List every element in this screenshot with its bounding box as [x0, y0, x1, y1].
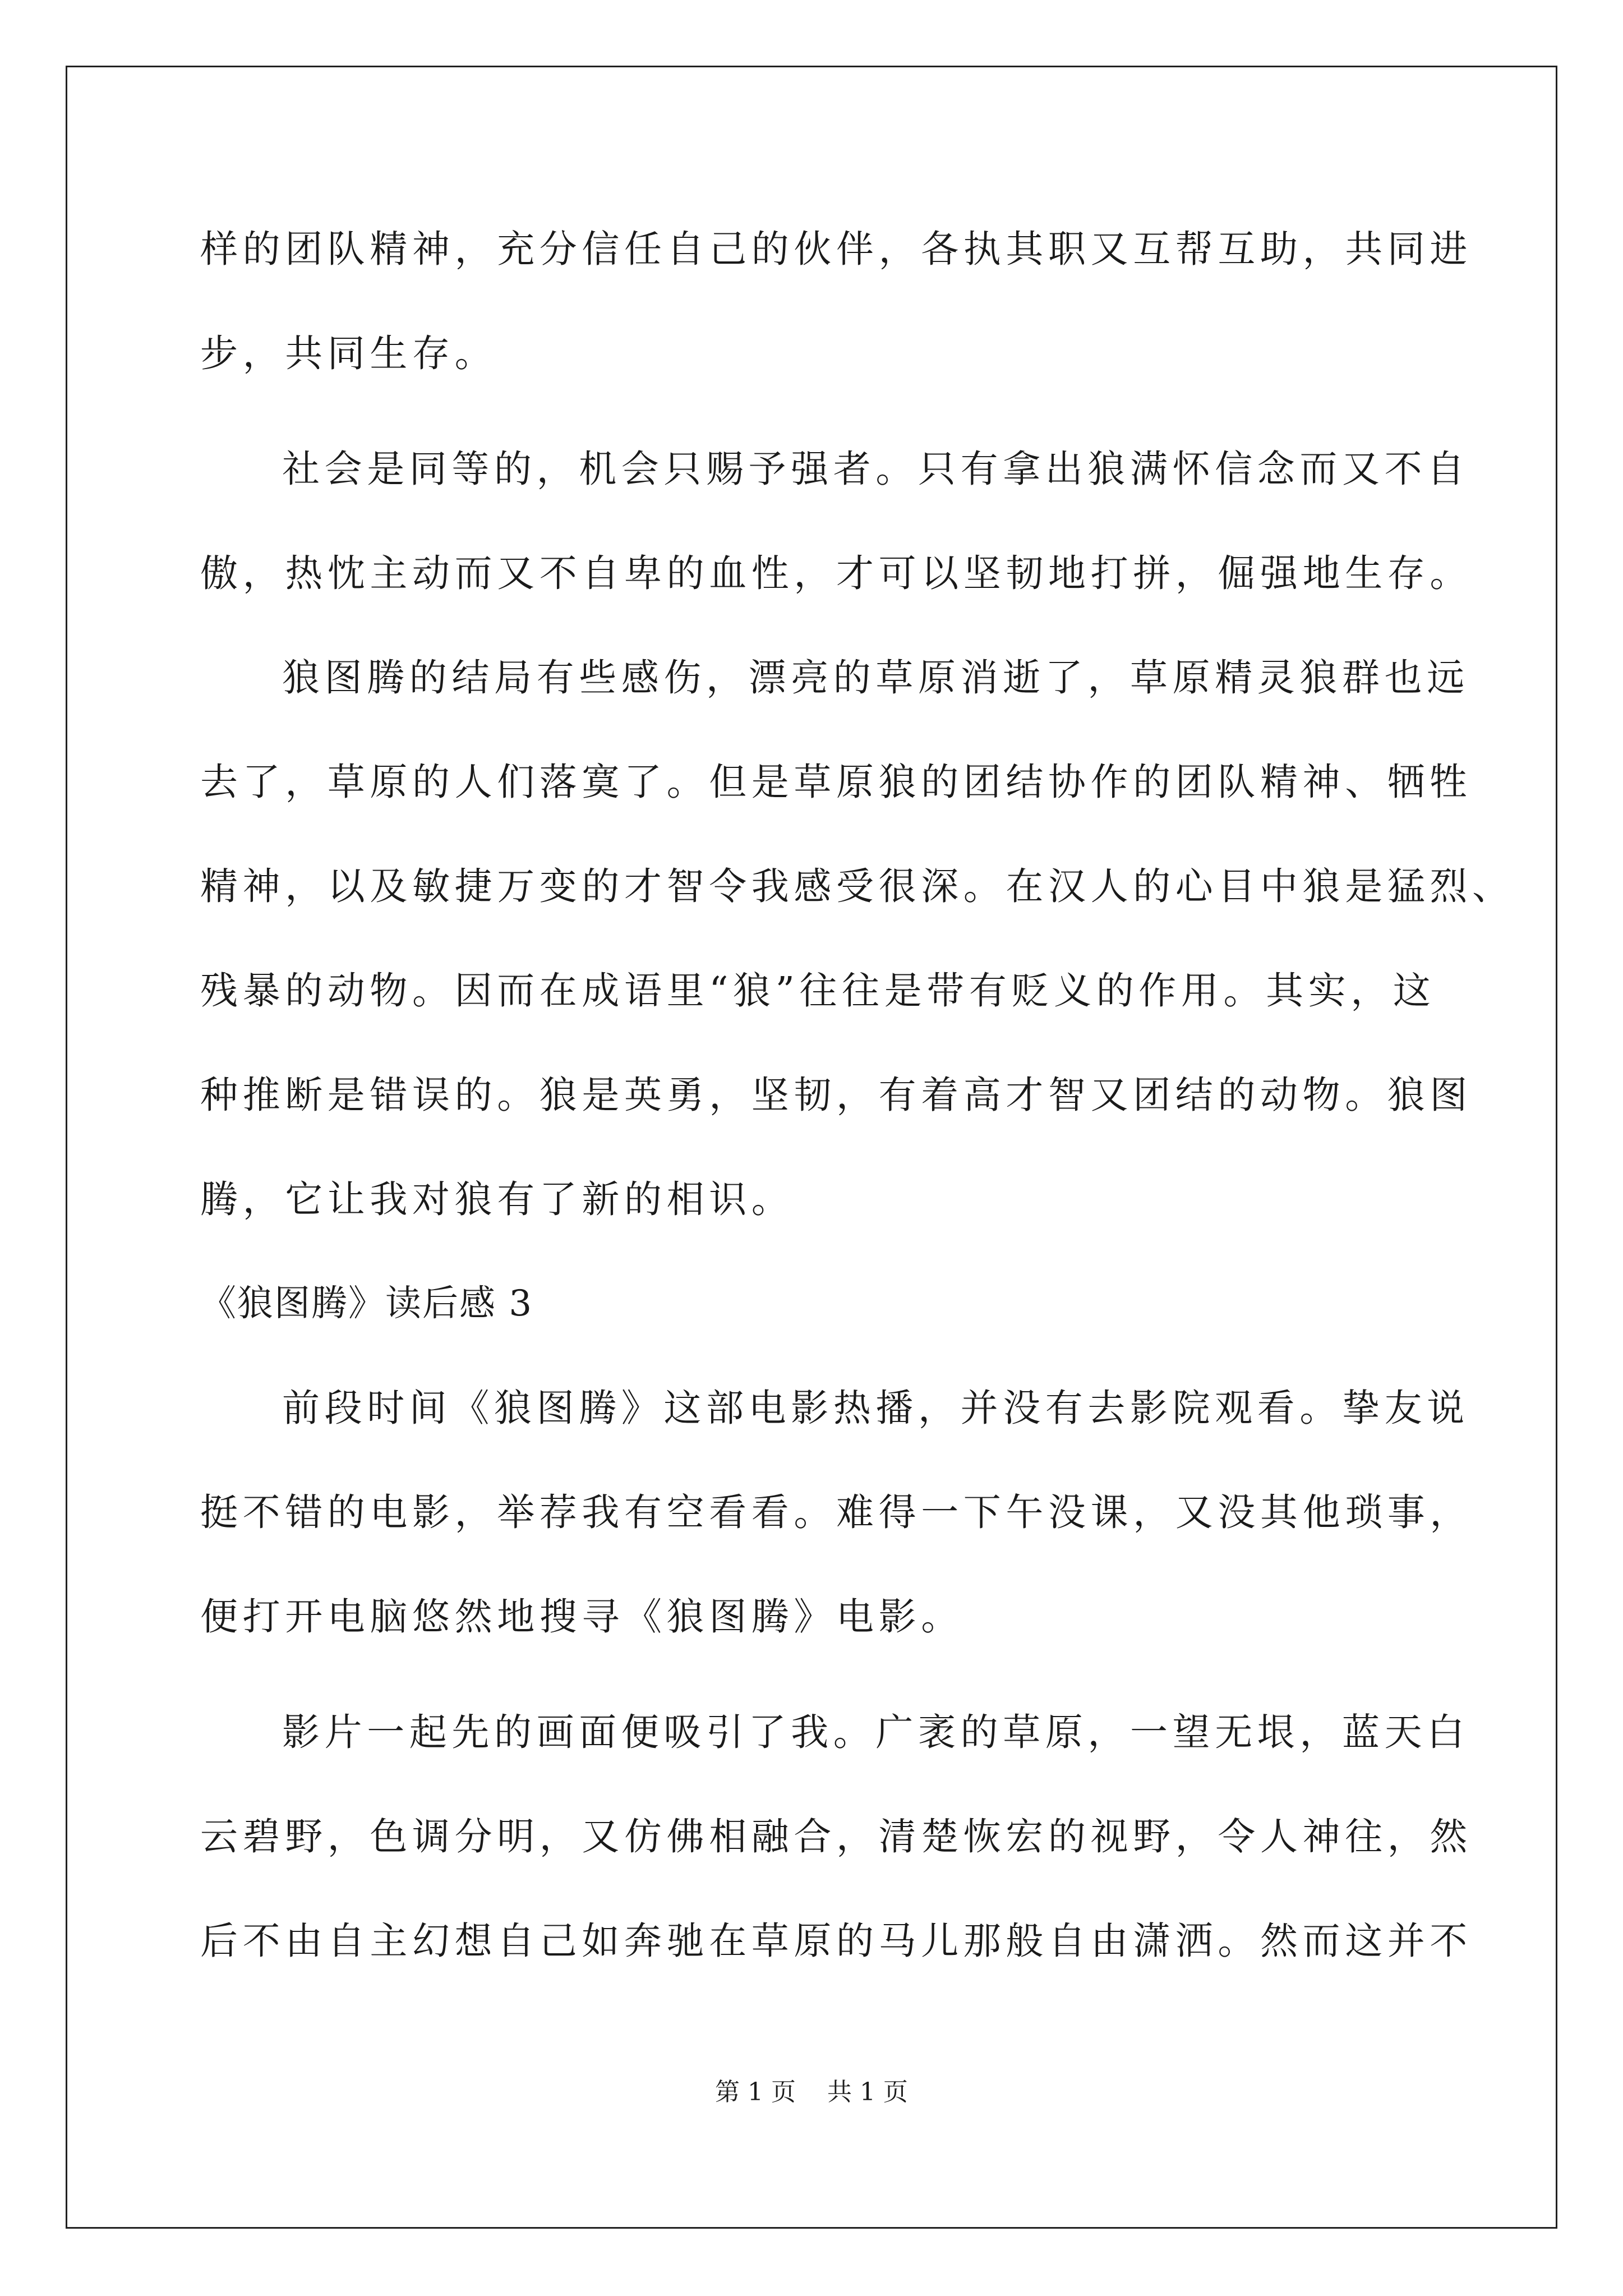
text-line: 挺不错的电影，举荐我有空看看。难得一下午没课，又没其他琐事， [200, 1490, 1472, 1534]
text-line: 腾，它让我对狼有了新的相识。 [200, 1177, 794, 1221]
text-line: 样的团队精神，充分信任自己的伙伴，各执其职又互帮互助，共同进 [200, 227, 1472, 271]
text-line: 云碧野，色调分明，又仿佛相融合，清楚恢宏的视野，令人神往，然 [200, 1815, 1472, 1858]
text-line: 步，共同生存。 [200, 332, 497, 375]
section-heading: 《狼图腾》读后感 3 [200, 1283, 533, 1324]
text-line: 残暴的动物。因而在成语里“狼”往往是带有贬义的作用。其实，这 [200, 969, 1436, 1013]
text-line: 傲，热忱主动而又不自卑的血性，才可以坚韧地打拼，倔强地生存。 [200, 551, 1472, 595]
text-line: 去了，草原的人们落寞了。但是草原狼的团结协作的团队精神、牺牲 [200, 760, 1472, 804]
page-footer: 第 1 页 共 1 页 [715, 2078, 908, 2106]
text-line: 前段时间《狼图腾》这部电影热播，并没有去影院观看。挚友说 [282, 1386, 1469, 1430]
text-line: 便打开电脑悠然地搜寻《狼图腾》电影。 [200, 1595, 963, 1639]
text-line: 影片一起先的画面便吸引了我。广袤的草原，一望无垠，蓝天白 [282, 1710, 1469, 1754]
text-line: 精神，以及敏捷万变的才智令我感受很深。在汉人的心目中狼是猛烈、 [200, 864, 1515, 908]
text-line: 后不由自主幻想自己如奔驰在草原的马儿那般自由潇洒。然而这并不 [200, 1919, 1472, 1963]
text-line: 社会是同等的，机会只赐予强者。只有拿出狼满怀信念而又不自 [282, 447, 1469, 491]
text-line: 狼图腾的结局有些感伤，漂亮的草原消逝了，草原精灵狼群也远 [282, 656, 1469, 700]
page-border [66, 66, 1557, 2229]
text-line: 种推断是错误的。狼是英勇，坚韧，有着高才智又团结的动物。狼图 [200, 1073, 1472, 1117]
